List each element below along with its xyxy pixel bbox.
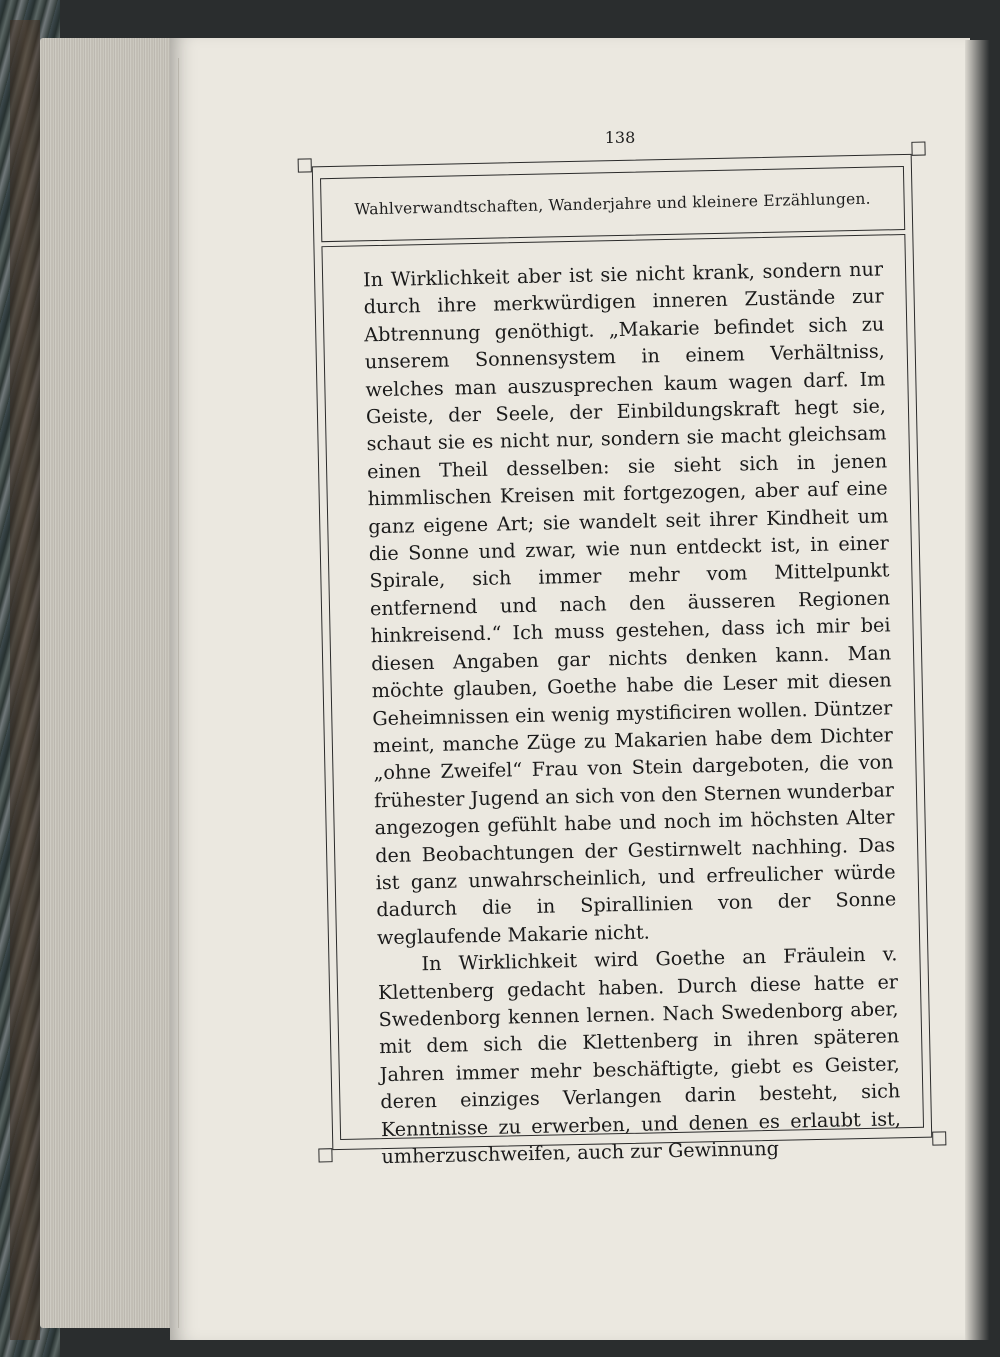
frame-corner-top-left — [298, 158, 312, 172]
body-text — [363, 255, 902, 1170]
frame-corner-bottom-right — [932, 1131, 946, 1145]
frame-corner-bottom-left — [318, 1148, 332, 1162]
page-number: 138 — [604, 128, 636, 147]
frame-corner-top-right — [911, 142, 925, 156]
paragraph-2: In Wirklichkeit wird Goethe an Fräulein v. Klettenberg gedacht haben. Durch diese hatte er Swedenborg kennen lernen. Nach Swedenborg aber, mit dem sich die Klettenberg in ihren späteren Jahren immer mehr beschäftigte, giebt es Geister, deren einziges Verlangen darin besteht, sich Kenntnisse zu erwerben, und denen es erlaubt ist, umherzuschweifen, auch zur Gewinnung — [377, 942, 902, 1169]
page-edges — [40, 38, 180, 1328]
page-gutter-line — [178, 58, 179, 1328]
paragraph-1: In Wirklichkeit aber ist sie nicht krank, sondern nur durch ihre merkwürdigen inneren Zustände zur Abtrennung genöthigt. „Makarie befindet sich zu unserem Sonnensystem in einem Verhältniss, welches man auszusprechen kaum wagen darf. Im Geiste, der Seele, der Einbildungskraft hegt sie, schaut sie es nicht nur, sondern sie macht gleichsam einen Theil desselben: sie sieht sich in jenen himmlischen Kreisen mit fortgezogen, aber auf eine ganz eigene Art; sie wandelt seit ihrer Kindheit um die Sonne und zwar, wie nun entdeckt ist, in einer Spirale, sich immer mehr vom Mittelpunkt entfernend und nach den äusseren Regionen hinkreisend.“ Ich muss gestehen, dass ich mir bei diesen Angaben gar nichts denken kann. Man möchte glauben, Goethe habe die Leser mit diesen Geheimnissen ein wenig mystificiren wollen. Düntzer meint, manche Züge zu Makarien habe dem Dichter „ohne Zweifel“ Frau von Stein dargeboten, die von frühester Jugend an sich von den Sternen wunderbar angezogen gefühlt habe und noch im höchsten Alter den Beobachtungen der Gestirnwelt nachhing. Das ist ganz unwahrscheinlich, und erfreulicher würde dadurch die in Spirallinien von der Sonne weglaufende Makarie nicht. — [362, 257, 897, 949]
ornamental-frame — [312, 154, 932, 1169]
book-spine — [10, 20, 40, 1340]
text-frame — [321, 234, 924, 1169]
running-head: Wahlverwandtschaften, Wanderjahre und kleinere Erzählungen. — [354, 189, 871, 219]
running-head-box — [320, 166, 905, 242]
page-right-edge — [965, 40, 1000, 1340]
